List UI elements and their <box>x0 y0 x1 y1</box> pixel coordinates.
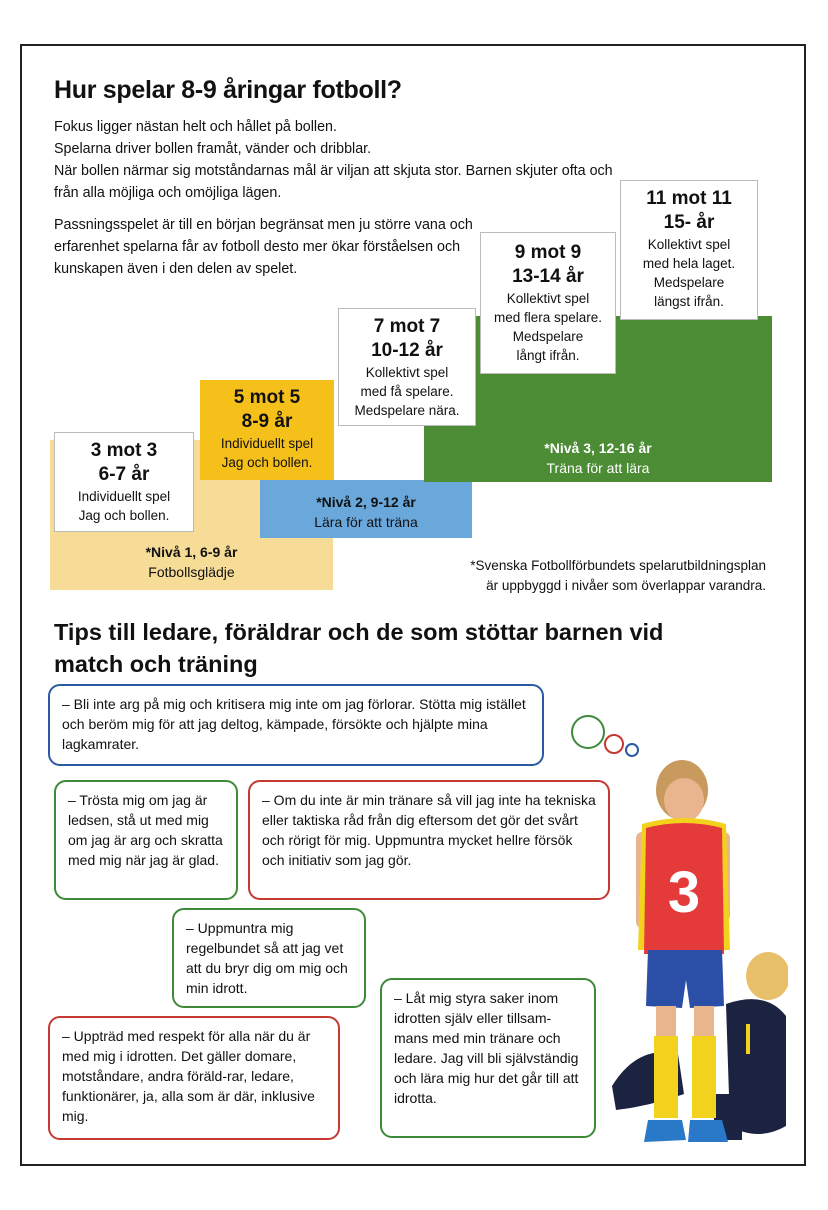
intro-paragraph: Passningsspelet är till en början begränsat men ju större vana och erfarenhet spelarna får av fotboll desto mer ökar förståelsen och kunskapen även i den delen av spelet. <box>54 217 473 277</box>
level-2-label <box>260 492 472 532</box>
step-age: 15- år <box>663 212 715 233</box>
tip-bubble: – Uppmuntra mig regelbundet så att jag vet att du bryr dig om mig och min idrott. <box>172 908 366 1008</box>
step-desc: Jag och bollen. <box>78 508 170 523</box>
step-7-mot-7 <box>338 308 476 426</box>
step-format: 9 mot 9 <box>514 242 582 263</box>
level-3-label <box>424 438 772 478</box>
footnote-line: är uppbyggd i nivåer som överlappar varandra. <box>486 578 766 593</box>
level-subtitle: Fotbollsglädje <box>148 564 235 580</box>
level-1-label <box>50 542 333 582</box>
tips-heading: Tips till ledare, föräldrar och de som stöttar barnen vid match och träning <box>54 619 664 677</box>
step-desc: Individuellt spel <box>220 436 314 451</box>
level-title: *Nivå 2, 9-12 år <box>316 494 416 510</box>
tip-bubble: – Om du inte är min tränare så vill jag inte ha tekniska eller taktiska råd från dig eftersom det gör det svårt och rörigt för mig. Uppmuntra mycket hellre försök och initiativ som jag gör. <box>248 780 610 900</box>
level-title: *Nivå 1, 6-9 år <box>145 544 238 560</box>
jersey-number: 3 <box>667 860 701 925</box>
intro-text <box>54 116 614 204</box>
step-age: 8-9 år <box>241 411 293 432</box>
step-5-mot-5 <box>200 380 334 480</box>
step-age: 6-7 år <box>98 464 150 485</box>
step-format: 5 mot 5 <box>233 387 301 408</box>
tip-bubble: – Trösta mig om jag är ledsen, stå ut med mig om jag är arg och skratta med mig när jag är glad. <box>54 780 238 900</box>
footnote <box>390 556 766 596</box>
intro-line: Fokus ligger nästan helt och hållet på bollen. <box>54 119 337 135</box>
intro-line: När bollen närmar sig motståndarnas mål är viljan att skjuta stor. Barnen skjuter ofta och från alla möjliga och omöjliga lägen. <box>54 163 613 201</box>
page-title: Hur spelar 8-9 åringar fotboll? <box>54 76 402 104</box>
footnote-line: *Svenska Fotbollförbundets spelarutbildningsplan <box>470 558 766 573</box>
step-age: 10-12 år <box>371 340 443 361</box>
step-3-mot-3 <box>54 432 194 532</box>
step-desc: Kollektivt spel <box>506 291 590 306</box>
level-title: *Nivå 3, 12-16 år <box>544 440 652 456</box>
step-desc: Medspelare längst ifrån. <box>653 275 725 309</box>
thought-bubble-icon <box>566 712 646 760</box>
step-desc: Jag och bollen. <box>221 455 313 470</box>
step-desc: med få spelare. <box>360 384 454 399</box>
step-9-mot-9 <box>480 232 616 374</box>
level-subtitle: Träna för att lära <box>546 460 650 476</box>
tip-bubble: – Låt mig styra saker inom idrotten själv eller tillsam-mans med min tränare och ledare. Jag vill bli självständig och lära mig hur det går till att idrotta. <box>380 978 596 1138</box>
step-desc: med hela laget. <box>642 256 736 271</box>
level-subtitle: Lära för att träna <box>314 514 418 530</box>
step-desc: Kollektivt spel <box>365 365 449 380</box>
tip-bubble: – Uppträd med respekt för alla när du är med mig i idrotten. Det gäller domare, motståndare, andra föräld-rar, ledare, funktionärer, ja, alla som är där, inklusive mig. <box>48 1016 340 1140</box>
step-11-mot-11 <box>620 180 758 320</box>
step-format: 3 mot 3 <box>90 440 158 461</box>
step-desc: Kollektivt spel <box>647 237 731 252</box>
step-age: 13-14 år <box>512 266 584 287</box>
intro-line: Spelarna driver bollen framåt, vänder och dribblar. <box>54 141 372 157</box>
step-format: 11 mot 11 <box>646 188 732 209</box>
step-desc: Individuellt spel <box>77 489 171 504</box>
step-format: 7 mot 7 <box>373 316 441 337</box>
step-desc: Medspelare långt ifrån. <box>512 329 584 363</box>
step-desc: med flera spelare. <box>493 310 603 325</box>
tip-bubble: – Bli inte arg på mig och kritisera mig inte om jag förlorar. Stötta mig istället och beröm mig för att jag deltog, kämpade, försökte och hjälpte mina lagkamrater. <box>48 684 544 766</box>
step-desc: Medspelare nära. <box>354 403 460 418</box>
child-player-illustration <box>598 754 788 1166</box>
